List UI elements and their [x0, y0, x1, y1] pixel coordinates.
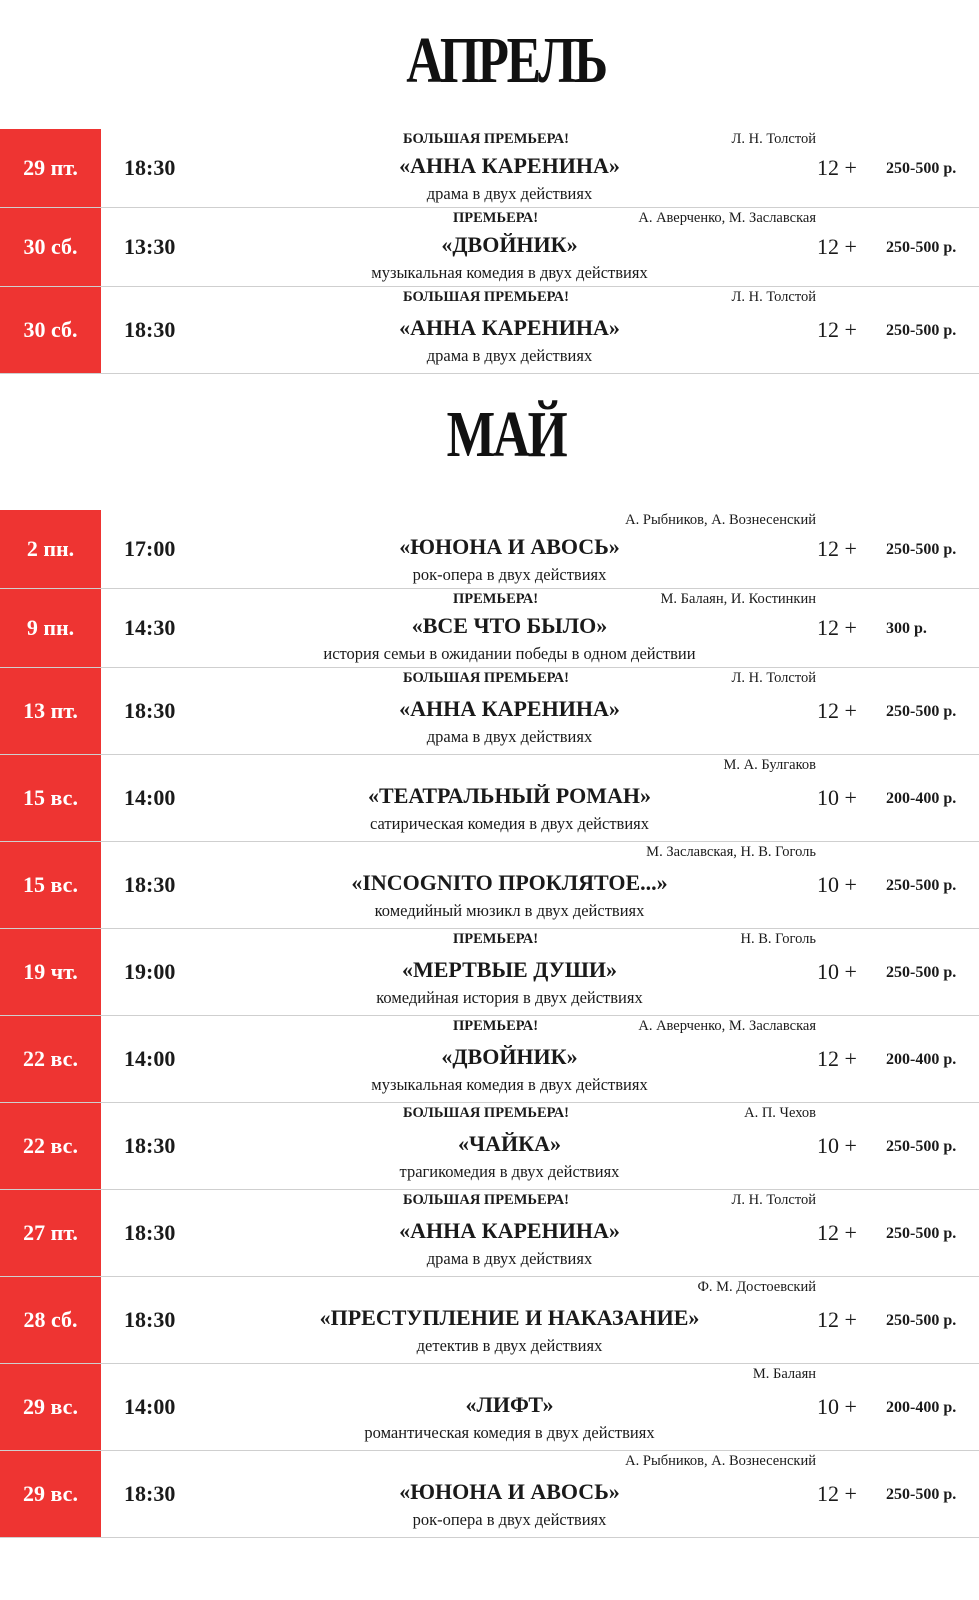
- event-author: А. Рыбников, А. Вознесенский: [625, 512, 816, 528]
- premiere-badge: ПРЕМЬЕРА!: [453, 1018, 539, 1034]
- event-row: [0, 668, 979, 755]
- schedule-table-april: [0, 129, 979, 374]
- ticket-price: 250-500 р.: [886, 541, 957, 558]
- age-rating: 12 +: [817, 1307, 857, 1332]
- event-title[interactable]: «МЕРТВЫЕ ДУШИ»: [401, 957, 618, 982]
- premiere-badge: ПРЕМЬЕРА!: [453, 591, 539, 607]
- event-date: 22 вс.: [0, 1016, 101, 1102]
- premiere-badge: БОЛЬШАЯ ПРЕМЬЕРА!: [403, 131, 569, 147]
- event-genre: комедийный мюзикл в двух действиях: [374, 901, 645, 920]
- age-rating: 12 +: [817, 615, 857, 640]
- event-title[interactable]: «ЮНОНА И АВОСЬ»: [399, 1479, 620, 1504]
- premiere-badge: БОЛЬШАЯ ПРЕМЬЕРА!: [403, 670, 569, 686]
- event-genre: сатирическая комедия в двух действиях: [369, 814, 649, 833]
- event-title[interactable]: «ЛИФТ»: [465, 1392, 554, 1417]
- ticket-price: 250-500 р.: [886, 239, 957, 256]
- age-rating: 12 +: [817, 698, 857, 723]
- event-author: А. Аверченко, М. Заславская: [638, 1018, 816, 1034]
- event-date: 22 вс.: [0, 1103, 101, 1189]
- event-title[interactable]: «ДВОЙНИК»: [441, 1044, 578, 1069]
- event-title[interactable]: «АННА КАРЕНИНА»: [399, 1218, 620, 1243]
- event-author: Л. Н. Толстой: [731, 131, 816, 147]
- event-title[interactable]: «АННА КАРЕНИНА»: [399, 315, 620, 340]
- age-rating: 10 +: [817, 1394, 857, 1419]
- event-genre: детектив в двух действиях: [416, 1336, 603, 1355]
- age-rating: 12 +: [817, 536, 857, 561]
- event-row: [0, 842, 979, 929]
- event-row: [0, 208, 979, 287]
- event-time: 18:30: [124, 155, 176, 180]
- event-row: [0, 1364, 979, 1451]
- age-rating: 10 +: [817, 1133, 857, 1158]
- event-author: М. А. Булгаков: [723, 757, 816, 773]
- age-rating: 12 +: [817, 234, 857, 259]
- ticket-price: 250-500 р.: [886, 877, 957, 894]
- event-date: 2 пн.: [0, 510, 101, 588]
- age-rating: 12 +: [817, 1481, 857, 1506]
- event-title[interactable]: «АННА КАРЕНИНА»: [399, 153, 620, 178]
- event-title[interactable]: «ВСЕ ЧТО БЫЛО»: [411, 613, 608, 638]
- event-row: [0, 287, 979, 374]
- event-title[interactable]: «ДВОЙНИК»: [441, 232, 578, 257]
- age-rating: 12 +: [817, 317, 857, 342]
- event-author: А. П. Чехов: [744, 1105, 816, 1121]
- event-row: [0, 1277, 979, 1364]
- event-genre: драма в двух действиях: [426, 727, 593, 746]
- ticket-price: 250-500 р.: [886, 964, 957, 981]
- event-author: Н. В. Гоголь: [740, 931, 816, 947]
- event-row: [0, 510, 979, 589]
- event-date: 27 пт.: [0, 1190, 101, 1276]
- event-genre: музыкальная комедия в двух действиях: [371, 1075, 648, 1094]
- premiere-badge: БОЛЬШАЯ ПРЕМЬЕРА!: [403, 1105, 569, 1121]
- event-genre: драма в двух действиях: [426, 184, 593, 203]
- event-author: М. Заславская, Н. В. Гоголь: [646, 844, 816, 860]
- event-title[interactable]: «INCOGNITO ПРОКЛЯТОЕ...»: [351, 870, 668, 895]
- event-date: 15 вс.: [0, 842, 101, 928]
- ticket-price: 250-500 р.: [886, 703, 957, 720]
- event-date: 13 пт.: [0, 668, 101, 754]
- event-title[interactable]: «АННА КАРЕНИНА»: [399, 696, 620, 721]
- month-title-may: МАЙ: [446, 398, 566, 471]
- premiere-badge: ПРЕМЬЕРА!: [453, 931, 539, 947]
- event-date: 30 сб.: [0, 287, 101, 373]
- event-time: 18:30: [124, 872, 176, 897]
- ticket-price: 200-400 р.: [886, 1399, 957, 1416]
- event-author: Л. Н. Толстой: [731, 670, 816, 686]
- ticket-price: 200-400 р.: [886, 1051, 957, 1068]
- ticket-price: 250-500 р.: [886, 1312, 957, 1329]
- event-time: 14:00: [124, 785, 176, 810]
- event-time: 14:00: [124, 1394, 176, 1419]
- event-row: [0, 755, 979, 842]
- event-title[interactable]: «ЧАЙКА»: [458, 1131, 561, 1156]
- event-date: 29 вс.: [0, 1451, 101, 1537]
- event-time: 14:30: [124, 615, 176, 640]
- age-rating: 12 +: [817, 155, 857, 180]
- schedule-table-may: [0, 510, 979, 1538]
- event-time: 18:30: [124, 1481, 176, 1506]
- event-genre: музыкальная комедия в двух действиях: [371, 263, 648, 282]
- event-title[interactable]: «ТЕАТРАЛЬНЫЙ РОМАН»: [368, 783, 651, 808]
- age-rating: 12 +: [817, 1046, 857, 1071]
- age-rating: 10 +: [817, 872, 857, 897]
- event-genre: история семьи в ожидании победы в одном действии: [323, 644, 696, 663]
- event-author: Л. Н. Толстой: [731, 289, 816, 305]
- event-date: 19 чт.: [0, 929, 101, 1015]
- event-row: [0, 1190, 979, 1277]
- event-time: 18:30: [124, 317, 176, 342]
- event-genre: романтическая комедия в двух действиях: [364, 1423, 655, 1442]
- event-date: 9 пн.: [0, 589, 101, 667]
- event-time: 18:30: [124, 1220, 176, 1245]
- event-author: А. Аверченко, М. Заславская: [638, 210, 816, 226]
- premiere-badge: БОЛЬШАЯ ПРЕМЬЕРА!: [403, 1192, 569, 1208]
- month-title-april: АПРЕЛЬ: [406, 24, 606, 97]
- event-row: [0, 1451, 979, 1538]
- event-row: [0, 929, 979, 1016]
- event-genre: рок-опера в двух действиях: [412, 565, 607, 584]
- event-time: 14:00: [124, 1046, 176, 1071]
- age-rating: 10 +: [817, 959, 857, 984]
- ticket-price: 250-500 р.: [886, 1486, 957, 1503]
- event-date: 29 пт.: [0, 129, 101, 207]
- event-genre: драма в двух действиях: [426, 1249, 593, 1268]
- ticket-price: 250-500 р.: [886, 1138, 957, 1155]
- event-time: 18:30: [124, 698, 176, 723]
- premiere-badge: ПРЕМЬЕРА!: [453, 210, 539, 226]
- event-time: 17:00: [124, 536, 176, 561]
- event-row: [0, 1016, 979, 1103]
- age-rating: 12 +: [817, 1220, 857, 1245]
- event-time: 18:30: [124, 1307, 176, 1332]
- event-author: М. Балаян, И. Костинкин: [660, 591, 816, 607]
- event-genre: комедийная история в двух действиях: [376, 988, 643, 1007]
- event-author: М. Балаян: [752, 1366, 816, 1382]
- event-author: Ф. М. Достоевский: [697, 1279, 816, 1295]
- event-genre: рок-опера в двух действиях: [412, 1510, 607, 1529]
- event-row: [0, 589, 979, 668]
- premiere-badge: БОЛЬШАЯ ПРЕМЬЕРА!: [403, 289, 569, 305]
- event-genre: трагикомедия в двух действиях: [399, 1162, 620, 1181]
- event-author: А. Рыбников, А. Вознесенский: [625, 1453, 816, 1469]
- event-author: Л. Н. Толстой: [731, 1192, 816, 1208]
- age-rating: 10 +: [817, 785, 857, 810]
- event-genre: драма в двух действиях: [426, 346, 593, 365]
- ticket-price: 250-500 р.: [886, 160, 957, 177]
- ticket-price: 200-400 р.: [886, 790, 957, 807]
- event-date: 30 сб.: [0, 208, 101, 286]
- event-title[interactable]: «ПРЕСТУПЛЕНИЕ И НАКАЗАНИЕ»: [319, 1305, 700, 1330]
- ticket-price: 250-500 р.: [886, 1225, 957, 1242]
- ticket-price: 250-500 р.: [886, 322, 957, 339]
- event-time: 13:30: [124, 234, 176, 259]
- event-time: 19:00: [124, 959, 176, 984]
- event-row: [0, 1103, 979, 1190]
- event-row: [0, 129, 979, 208]
- event-time: 18:30: [124, 1133, 176, 1158]
- event-date: 28 сб.: [0, 1277, 101, 1363]
- event-date: 29 вс.: [0, 1364, 101, 1450]
- event-title[interactable]: «ЮНОНА И АВОСЬ»: [399, 534, 620, 559]
- event-date: 15 вс.: [0, 755, 101, 841]
- ticket-price: 300 р.: [886, 620, 927, 637]
